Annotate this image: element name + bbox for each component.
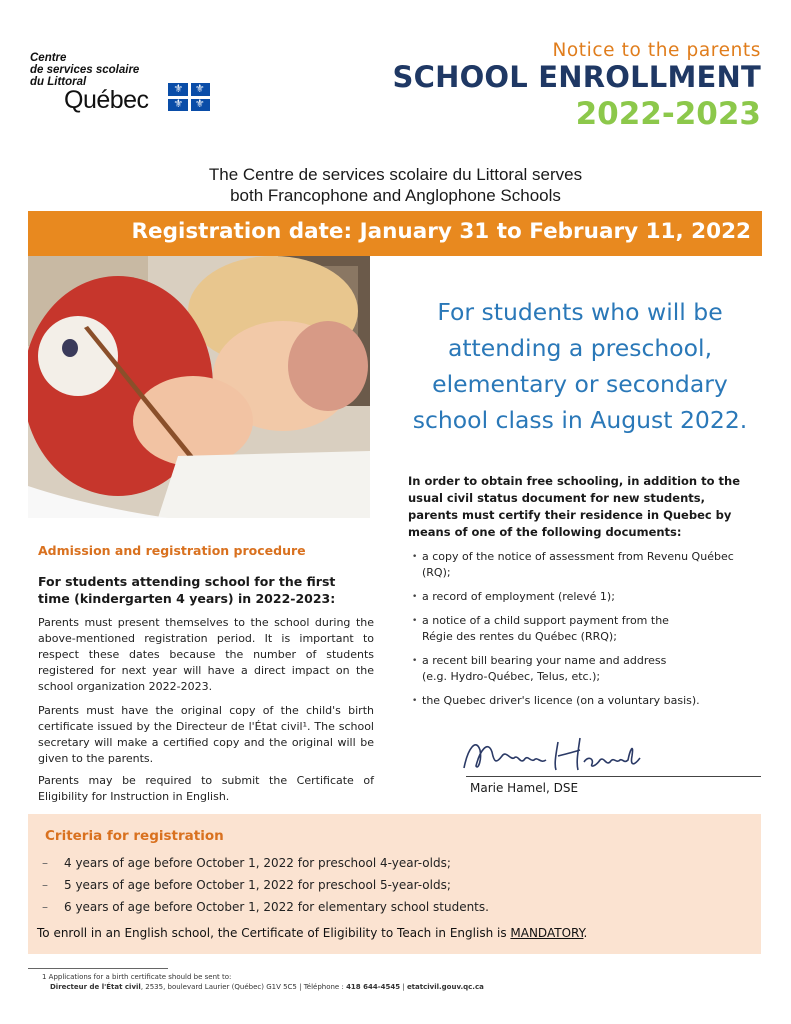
signatory-name: Marie Hamel, DSE xyxy=(470,781,579,795)
headline-line-4: school class in August 2022. xyxy=(412,406,748,434)
documents-intro: In order to obtain free schooling, in addition to the usual civil status document for new students, parents must certify their residence in Quebec by means of one of the following documents: xyxy=(408,474,740,539)
fleur-de-lis-icon xyxy=(191,84,210,96)
mandatory-notice: To enroll in an English school, the Certificate of Eligibility to Teach in English is MANDATORY. xyxy=(37,926,588,940)
headline-line-1: For students who will be xyxy=(437,298,723,326)
org-line-2: de services scolaire xyxy=(30,64,140,76)
footnote-divider xyxy=(28,968,168,969)
footnote-line-2: Directeur de l'État civil, 2535, boulevard Laurier (Québec) G1V 5C5 | Téléphone : 418 644-4545 | etatcivil.gouv.qc.ca xyxy=(50,983,484,991)
flag-cross-horizontal xyxy=(168,96,210,99)
org-line-1: Centre xyxy=(30,52,67,64)
criteria-list xyxy=(42,852,742,918)
signature-line xyxy=(466,776,761,777)
registration-date: Registration date: January 31 to February 11, 2022 xyxy=(131,219,751,244)
page-title: SCHOOL ENROLLMENT xyxy=(392,60,761,94)
list-item: – 4 years of age before October 1, 2022 for preschool 4-year-olds; xyxy=(42,856,451,870)
photo-child-writing xyxy=(28,256,370,518)
headline-line-2: attending a preschool, xyxy=(447,334,713,362)
fleur-de-lis-icon xyxy=(169,84,188,96)
footnote-line-1: 1 Applications for a birth certificate should be sent to: xyxy=(42,973,232,981)
headline-line-3: elementary or secondary xyxy=(432,370,728,398)
list-item: • a notice of a child support payment from the Régie des rentes du Québec (RRQ); xyxy=(412,613,762,645)
school-year: 2022-2023 xyxy=(575,96,761,132)
list-item: • the Quebec driver's licence (on a voluntary basis). xyxy=(412,693,762,709)
org-line-3: du Littoral xyxy=(30,76,87,88)
organization-name xyxy=(30,52,139,88)
quebec-wordmark: Québec xyxy=(64,86,149,114)
handwritten-signature xyxy=(458,730,758,780)
list-item: • a recent bill bearing your name and address (e.g. Hydro-Québec, Telus, etc.); xyxy=(412,653,762,685)
list-item: – 6 years of age before October 1, 2022 for elementary school students. xyxy=(42,900,489,914)
admission-heading: Admission and registration procedure xyxy=(38,543,306,558)
notice-subtitle: Notice to the parents xyxy=(552,40,761,61)
list-item: • a copy of the notice of assessment from Revenu Québec (RQ); xyxy=(412,549,762,581)
list-item: • a record of employment (relevé 1); xyxy=(412,589,762,605)
mandatory-word: MANDATORY xyxy=(510,926,584,940)
footnote-website-link[interactable]: etatcivil.gouv.qc.ca xyxy=(406,983,484,991)
criteria-heading: Criteria for registration xyxy=(45,828,224,844)
list-item: – 5 years of age before October 1, 2022 for preschool 5-year-olds; xyxy=(42,878,451,892)
headline xyxy=(398,294,762,438)
intro-line-2: both Francophone and Anglophone Schools xyxy=(230,186,561,205)
admission-paragraph-1: Parents must present themselves to the school during the above-mentioned registration period. It is important to respect these dates because the number of students registered for next year will have a direct impact on the school organization 2022-2023. xyxy=(38,616,374,693)
admission-paragraph-2: Parents must have the original copy of the child's birth certificate issued by the Directeur de l'État civil¹. The school secretary will make a certified copy and the original will be given to the parents. xyxy=(38,704,374,765)
admission-paragraph-3: Parents may be required to submit the Certificate of Eligibility for Instruction in English. xyxy=(38,774,374,803)
fleur-de-lis-icon xyxy=(169,99,188,111)
documents-list xyxy=(412,549,762,717)
intro-line-1: The Centre de services scolaire du Littoral serves xyxy=(208,165,583,184)
fleur-de-lis-icon xyxy=(191,99,210,111)
admission-subheading: For students attending school for the first time (kindergarten 4 years) in 2022-2023: xyxy=(38,574,336,606)
intro-text xyxy=(0,164,791,206)
